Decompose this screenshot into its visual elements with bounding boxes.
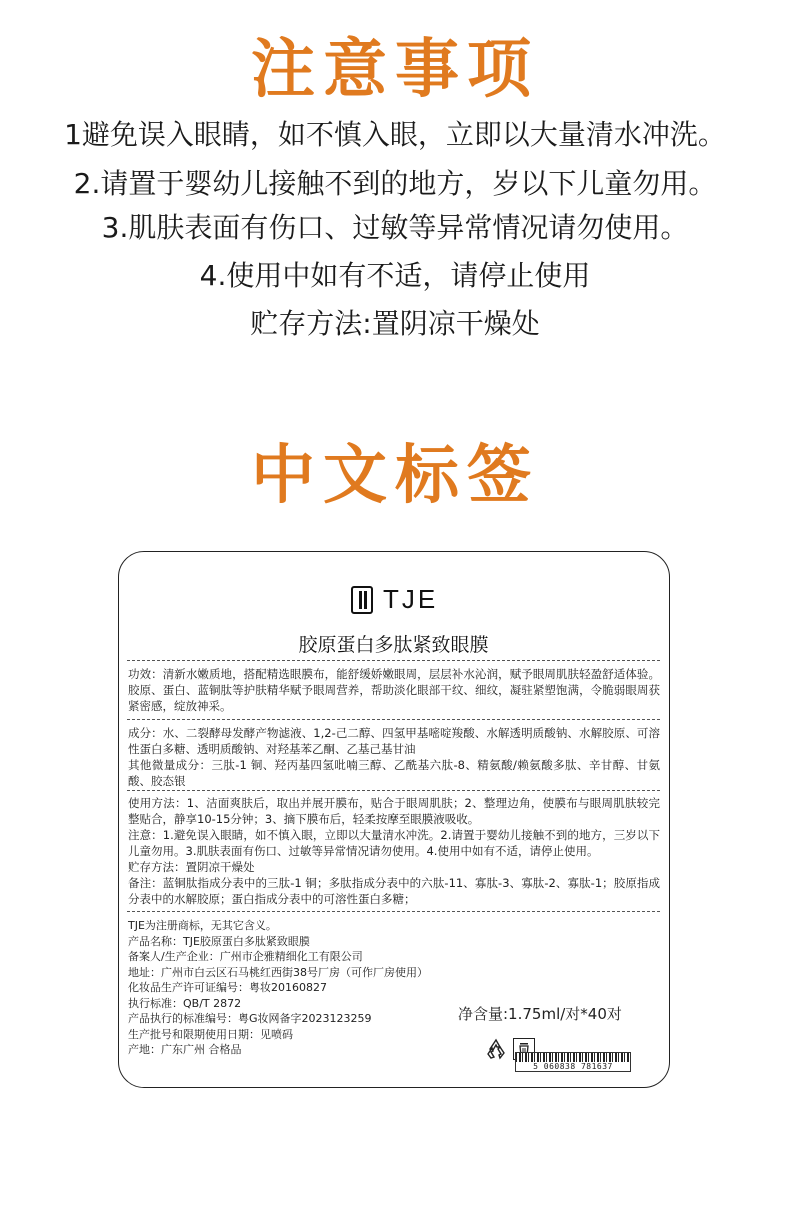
notice-line-4: 4.使用中如有不适，请停止使用 (199, 259, 591, 292)
storage-line: 贮存方法:置阴凉干燥处 (250, 307, 540, 340)
storage-text: 贮存方法：置阴凉干燥处 (128, 860, 255, 874)
info-line: 生产批号和限期使用日期：见喷码 (128, 1027, 293, 1041)
divider (127, 719, 660, 720)
info-line: 地址：广州市白云区石马桃红西街38号厂房（可作厂房使用） (128, 965, 428, 979)
product-name: 胶原蛋白多肽紧致眼膜 (298, 634, 489, 656)
brand-name: TJE (383, 584, 439, 614)
ingredients-block (128, 725, 660, 789)
info-line: TJE为注册商标，无其它含义。 (128, 919, 277, 932)
notice-line-3: 3.肌肤表面有伤口、过敏等异常情况请勿使用。 (101, 211, 689, 244)
brand-logo (351, 584, 438, 615)
brand-logo-icon (351, 586, 373, 614)
info-line: 产地：广东广州 合格品 (128, 1043, 242, 1056)
divider (127, 790, 660, 791)
info-line: 化妆品生产许可证编号：粤妆20160827 (128, 981, 327, 994)
usage-text: 使用方法：1、洁面爽肤后，取出并展开膜布，贴合于眼周肌肤；2、整理边角，使膜布与眼周肌肤较完整贴合，静享10-15分钟；3、摘下膜布后，轻柔按摩至眼膜液吸收。 (128, 796, 660, 826)
info-line: 备案人/生产企业：广州市企雅精细化工有限公司 (128, 950, 363, 963)
info-line: 产品名称：TJE胶原蛋白多肽紧致眼膜 (128, 934, 310, 948)
notice-line-1: 1避免误入眼睛，如不慎入眼，立即以大量清水冲洗。 (64, 118, 726, 151)
ingredients-text: 成分：水、二裂酵母发酵产物滤液、1,2-己二醇、四氢甲基嘧啶羧酸、水解透明质酸钠、水解胶原、可溶性蛋白多糖、透明质酸钠、对羟基苯乙酮、乙基己基甘油 (128, 726, 660, 756)
label-heading: 中文标签 (251, 439, 539, 513)
divider (127, 660, 660, 661)
trace-ingredients-text: 其他微量成分：三肽-1 铜、羟丙基四氢吡喃三醇、乙酰基六肽-8、精氨酸/赖氨酸多肽、辛甘醇、甘氨酸、胶态银 (128, 758, 660, 788)
info-line: 产品执行的标准编号：粤G妆网备字2023123259 (128, 1012, 372, 1025)
remarks-text: 备注：蓝铜肽指成分表中的三肽-1 铜；多肽指成分表中的六肽-11、寡肽-3、寡肽-2、寡肽-1；胶原指成分表中的水解胶原；蛋白指成分表中的可溶性蛋白多糖； (128, 876, 660, 906)
info-line: 执行标准：QB/T 2872 (128, 996, 242, 1010)
company-info (128, 918, 428, 1058)
divider (127, 911, 660, 912)
recycle-icon (485, 1038, 507, 1060)
notice-line-2: 2.请置于婴幼儿接触不到的地方，岁以下儿童勿用。 (73, 167, 717, 200)
product-label (118, 551, 670, 1088)
barcode-number: 5 060838 781637 (516, 1062, 630, 1071)
caution-text: 注意：1.避免误入眼睛，如不慎入眼，立即以大量清水冲洗。2.请置于婴幼儿接触不到的地方，三岁以下儿童勿用。3.肌肤表面有伤口、过敏等异常情况请勿使用。4.使用中如有不适，请停止使用。 (128, 828, 660, 858)
net-content: 净含量:1.75ml/对*40对 (458, 1005, 622, 1023)
usage-block (128, 795, 660, 907)
efficacy-text: 功效：清新水嫩质地，搭配精选眼膜布，能舒缓娇嫩眼周，层层补水沁润，赋予眼周肌肤轻盈舒适体验。胶原、蛋白、蓝铜肽等护肤精华赋予眼周营养，帮助淡化眼部干纹、细纹，凝驻紧塑饱满，令脆弱眼周获紧密感，绽放神采。 (128, 667, 660, 713)
barcode (515, 1052, 631, 1072)
notice-heading: 注意事项 (251, 33, 539, 107)
